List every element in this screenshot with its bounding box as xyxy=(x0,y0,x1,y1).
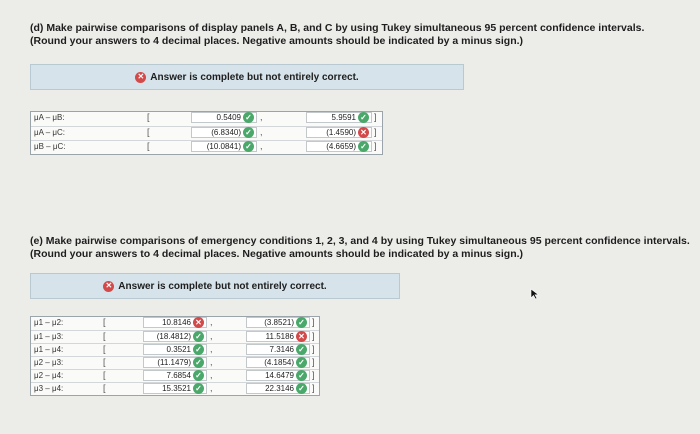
lower-bound-value: 0.3521 xyxy=(166,345,191,354)
lower-bound-input[interactable] xyxy=(143,317,207,328)
separator: , xyxy=(210,383,213,393)
table-row xyxy=(31,369,319,382)
check-circle-icon: ✓ xyxy=(243,112,254,123)
lower-bound-value: (10.0841) xyxy=(206,142,241,151)
lower-bound-value: (6.8340) xyxy=(211,128,241,137)
upper-bound-input[interactable] xyxy=(246,344,310,355)
separator: , xyxy=(260,112,263,122)
upper-bound-input[interactable] xyxy=(306,112,372,123)
question-e-instructions: (Round your answers to 4 decimal places. Negative amounts should be indicated by a minus sign.) xyxy=(30,248,524,260)
open-bracket: [ xyxy=(103,383,106,393)
separator: , xyxy=(260,127,263,137)
close-bracket: ] xyxy=(374,141,377,151)
lower-bound-input[interactable] xyxy=(143,344,207,355)
close-bracket: ] xyxy=(312,317,315,327)
table-row xyxy=(31,382,319,395)
table-row xyxy=(31,330,319,343)
row-label: μB – μC: xyxy=(34,142,66,151)
banner-e-text: Answer is complete but not entirely correct. xyxy=(118,280,327,292)
separator: , xyxy=(210,370,213,380)
question-e-text xyxy=(30,235,690,261)
x-circle-icon: ✕ xyxy=(193,317,204,328)
close-bracket: ] xyxy=(312,370,315,380)
open-bracket: [ xyxy=(103,370,106,380)
check-circle-icon: ✓ xyxy=(193,344,204,355)
check-circle-icon: ✓ xyxy=(193,383,204,394)
open-bracket: [ xyxy=(103,317,106,327)
mouse-pointer-icon xyxy=(530,288,540,300)
answer-table-d xyxy=(30,111,383,155)
table-row xyxy=(31,126,382,139)
row-label: μ2 – μ3: xyxy=(34,358,64,367)
lower-bound-value: 15.3521 xyxy=(162,384,191,393)
close-bracket: ] xyxy=(312,357,315,367)
upper-bound-input[interactable] xyxy=(246,383,310,394)
lower-bound-value: (11.1479) xyxy=(157,358,191,367)
upper-bound-value: 11.5186 xyxy=(265,332,294,341)
lower-bound-input[interactable] xyxy=(191,127,257,138)
open-bracket: [ xyxy=(103,331,106,341)
open-bracket: [ xyxy=(103,357,106,367)
separator: , xyxy=(210,344,213,354)
row-label: μ2 – μ4: xyxy=(34,371,64,380)
check-circle-icon: ✓ xyxy=(193,331,204,342)
check-circle-icon: ✓ xyxy=(243,141,254,152)
upper-bound-input[interactable] xyxy=(246,331,310,342)
open-bracket: [ xyxy=(103,344,106,354)
row-label: μ1 – μ3: xyxy=(34,332,64,341)
lower-bound-input[interactable] xyxy=(191,141,257,152)
close-bracket: ] xyxy=(374,127,377,137)
lower-bound-input[interactable] xyxy=(143,357,207,368)
separator: , xyxy=(260,141,263,151)
x-circle-icon: ✕ xyxy=(103,281,114,292)
open-bracket: [ xyxy=(147,141,150,151)
answer-status-banner-e xyxy=(30,273,400,299)
check-circle-icon: ✓ xyxy=(243,127,254,138)
table-row xyxy=(31,317,319,329)
upper-bound-value: (1.4590) xyxy=(326,128,356,137)
banner-d-text: Answer is complete but not entirely correct. xyxy=(150,71,359,83)
upper-bound-input[interactable] xyxy=(246,370,310,381)
check-circle-icon: ✓ xyxy=(358,112,369,123)
open-bracket: [ xyxy=(147,127,150,137)
check-circle-icon: ✓ xyxy=(296,344,307,355)
upper-bound-value: (4.6659) xyxy=(326,142,356,151)
upper-bound-value: (4.1854) xyxy=(264,358,294,367)
lower-bound-value: (18.4812) xyxy=(156,332,191,341)
upper-bound-input[interactable] xyxy=(306,141,372,152)
row-label: μ1 – μ2: xyxy=(34,318,64,327)
row-label: μ3 – μ4: xyxy=(34,384,64,393)
table-row xyxy=(31,112,382,124)
check-circle-icon: ✓ xyxy=(296,370,307,381)
question-e-main: (e) Make pairwise comparisons of emergency conditions 1, 2, 3, and 4 by using Tukey simultaneous 95 percent confidence intervals. xyxy=(30,235,690,247)
check-circle-icon: ✓ xyxy=(193,357,204,368)
upper-bound-value: 14.6479 xyxy=(265,371,294,380)
check-circle-icon: ✓ xyxy=(296,317,307,328)
table-row xyxy=(31,343,319,356)
upper-bound-value: 5.9591 xyxy=(331,113,356,122)
lower-bound-value: 7.6854 xyxy=(166,371,191,380)
separator: , xyxy=(210,317,213,327)
lower-bound-value: 10.8146 xyxy=(162,318,191,327)
x-circle-icon: ✕ xyxy=(135,72,146,83)
upper-bound-input[interactable] xyxy=(246,317,310,328)
upper-bound-input[interactable] xyxy=(246,357,310,368)
upper-bound-value: 22.3146 xyxy=(265,384,294,393)
lower-bound-input[interactable] xyxy=(143,383,207,394)
close-bracket: ] xyxy=(312,383,315,393)
x-circle-icon: ✕ xyxy=(296,331,307,342)
lower-bound-input[interactable] xyxy=(143,370,207,381)
close-bracket: ] xyxy=(374,112,377,122)
close-bracket: ] xyxy=(312,331,315,341)
question-d-text: (d) Make pairwise comparisons of display panels A, B, and C by using Tukey simultaneous 95 percent confidence intervals.(Round your answers to 4 decimal places. Negative amounts should be indicated by a minus sign.) xyxy=(30,22,645,47)
upper-bound-input[interactable] xyxy=(306,127,372,138)
row-label: μ1 – μ4: xyxy=(34,345,64,354)
upper-bound-value: (3.8521) xyxy=(264,318,294,327)
row-label: μA – μB: xyxy=(34,113,65,122)
close-bracket: ] xyxy=(312,344,315,354)
separator: , xyxy=(210,357,213,367)
x-circle-icon: ✕ xyxy=(358,127,369,138)
table-row xyxy=(31,356,319,369)
check-circle-icon: ✓ xyxy=(193,370,204,381)
separator: , xyxy=(210,331,213,341)
lower-bound-input[interactable] xyxy=(143,331,207,342)
lower-bound-input[interactable] xyxy=(191,112,257,123)
table-row xyxy=(31,140,382,153)
check-circle-icon: ✓ xyxy=(296,383,307,394)
open-bracket: [ xyxy=(147,112,150,122)
upper-bound-value: 7.3146 xyxy=(269,345,294,354)
lower-bound-value: 0.5409 xyxy=(216,113,241,122)
check-circle-icon: ✓ xyxy=(296,357,307,368)
answer-status-banner-d xyxy=(30,64,464,90)
check-circle-icon: ✓ xyxy=(358,141,369,152)
answer-table-e xyxy=(30,316,320,396)
row-label: μA – μC: xyxy=(34,128,66,137)
